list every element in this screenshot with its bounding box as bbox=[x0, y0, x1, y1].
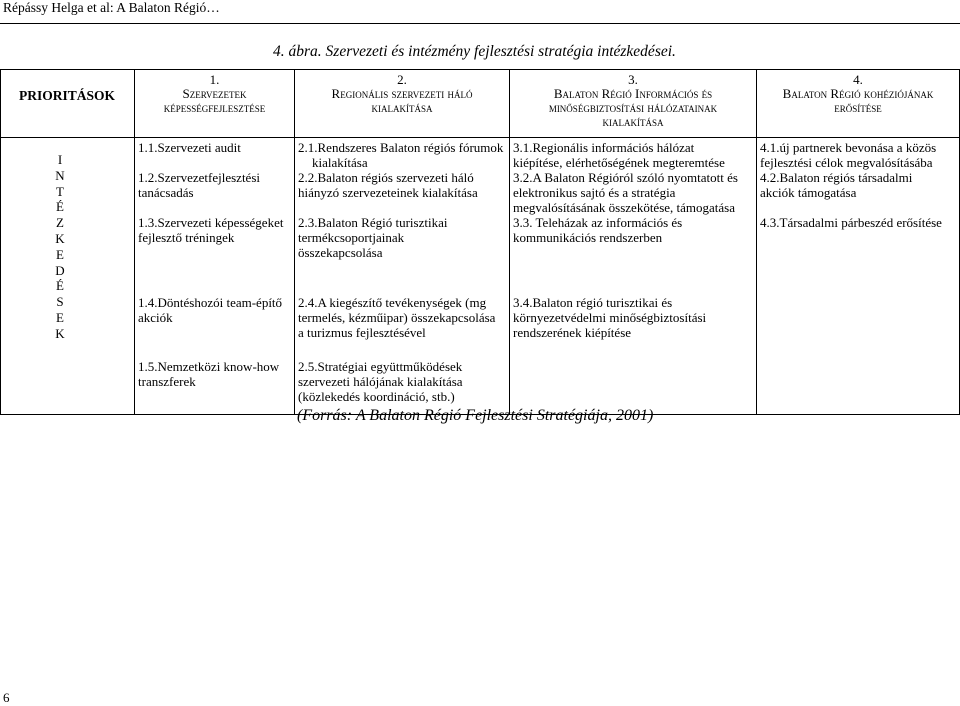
side-letter: S bbox=[56, 294, 64, 310]
side-letter: T bbox=[56, 183, 64, 199]
header-rule bbox=[0, 23, 960, 24]
column-title: Balaton Régió Információs és minőségbiztosítási hálózatainak kialakítása bbox=[548, 86, 718, 129]
measure-2-4: 2.4.A kiegészítő tevékenységek (mg termelés, kézműipar) összekapcsolása a turizmus fejlesztésével bbox=[298, 295, 496, 340]
measure-1-2: 1.2.Szervezetfejlesztési tanácsadás bbox=[138, 170, 260, 200]
column-title: Szervezetek képességfejlesztése bbox=[163, 86, 266, 115]
running-header: Répássy Helga et al: A Balaton Régió… bbox=[3, 0, 220, 15]
figure-caption: 4. ábra. Szervezeti és intézmény fejlesztési stratégia intézkedései. bbox=[273, 43, 676, 60]
column-divider bbox=[756, 69, 757, 415]
column-header-2 bbox=[295, 73, 509, 115]
table-border-top bbox=[0, 69, 960, 70]
measure-1-4: 1.4.Döntéshozói team-építő akciók bbox=[138, 295, 283, 325]
side-letter: É bbox=[56, 199, 64, 215]
column-header-4 bbox=[757, 73, 959, 115]
column-title: Regionális szervezeti háló kialakítása bbox=[331, 86, 473, 115]
measure-2-2: 2.2.Balaton régiós szervezeti háló hiányzó szervezeteinek kialakítása bbox=[298, 170, 478, 200]
measure-1-5: 1.5.Nemzetközi know-how transzferek bbox=[138, 359, 280, 389]
measure-2-1: 2.1.Rendszeres Balaton régiós fórumok kialakítása bbox=[298, 140, 504, 170]
column-number: 4. bbox=[853, 72, 863, 87]
priorities-header: PRIORITÁSOK bbox=[18, 88, 116, 103]
measure-3-3: 3.3. Teleházak az információs és kommunikációs rendszerben bbox=[513, 215, 683, 245]
measure-4-3: 4.3.Társadalmi párbeszéd erősítése bbox=[760, 215, 942, 230]
measure-4-1: 4.1.új partnerek bevonása a közös fejlesztési célok megvalósításába bbox=[760, 140, 937, 170]
measure-3-2: 3.2.A Balaton Régióról szóló nyomtatott és elektronikus sajtó és a stratégia megvalósításának összekötése, támogatása bbox=[513, 170, 738, 215]
side-letter: D bbox=[55, 262, 65, 278]
column-header-1 bbox=[135, 73, 294, 115]
column-header-3 bbox=[510, 73, 756, 129]
side-letter: I bbox=[57, 152, 63, 167]
side-letter: É bbox=[56, 278, 64, 294]
measure-3-4: 3.4.Balaton régió turisztikai és környezetvédelmi minőségbiztosítási rendszerének kiépítése bbox=[513, 295, 707, 340]
column-number: 3. bbox=[628, 72, 638, 87]
side-letter: K bbox=[55, 325, 65, 341]
measure-4-2: 4.2.Balaton régiós társadalmi akciók támogatása bbox=[760, 170, 913, 200]
column-number: 1. bbox=[209, 72, 220, 87]
column-divider bbox=[134, 69, 135, 415]
measure-2-3: 2.3.Balaton Régió turisztikai termékcsoportjainak összekapcsolása bbox=[298, 215, 448, 260]
side-letter: E bbox=[56, 309, 64, 325]
measure-1-3: 1.3.Szervezeti képességeket fejlesztő tréningek bbox=[138, 215, 284, 245]
column-title: Balaton Régió kohéziójának erősítése bbox=[782, 86, 934, 115]
measure-3-1: 3.1.Regionális információs hálózat kiépítése, elérhetőségének megteremtése bbox=[513, 140, 725, 170]
column-number: 2. bbox=[397, 72, 407, 87]
side-letter: N bbox=[55, 167, 65, 183]
measure-1-1: 1.1.Szervezeti audit bbox=[138, 140, 241, 155]
side-letter: Z bbox=[56, 215, 64, 231]
interventions-vertical-label bbox=[52, 152, 68, 342]
side-letter: E bbox=[56, 246, 64, 262]
source-note: (Forrás: A Balaton Régió Fejlesztési Stratégiája, 2001) bbox=[297, 407, 654, 424]
page-number: 6 bbox=[3, 690, 10, 705]
header-divider bbox=[0, 137, 960, 138]
strategy-table bbox=[0, 69, 960, 415]
column-divider bbox=[294, 69, 295, 415]
measure-2-5: 2.5.Stratégiai együttműködések szervezeti hálójának kialakítása (közlekedés koordináció, stb.) bbox=[298, 359, 463, 404]
side-letter: K bbox=[55, 230, 65, 246]
table-border-left bbox=[0, 69, 1, 415]
